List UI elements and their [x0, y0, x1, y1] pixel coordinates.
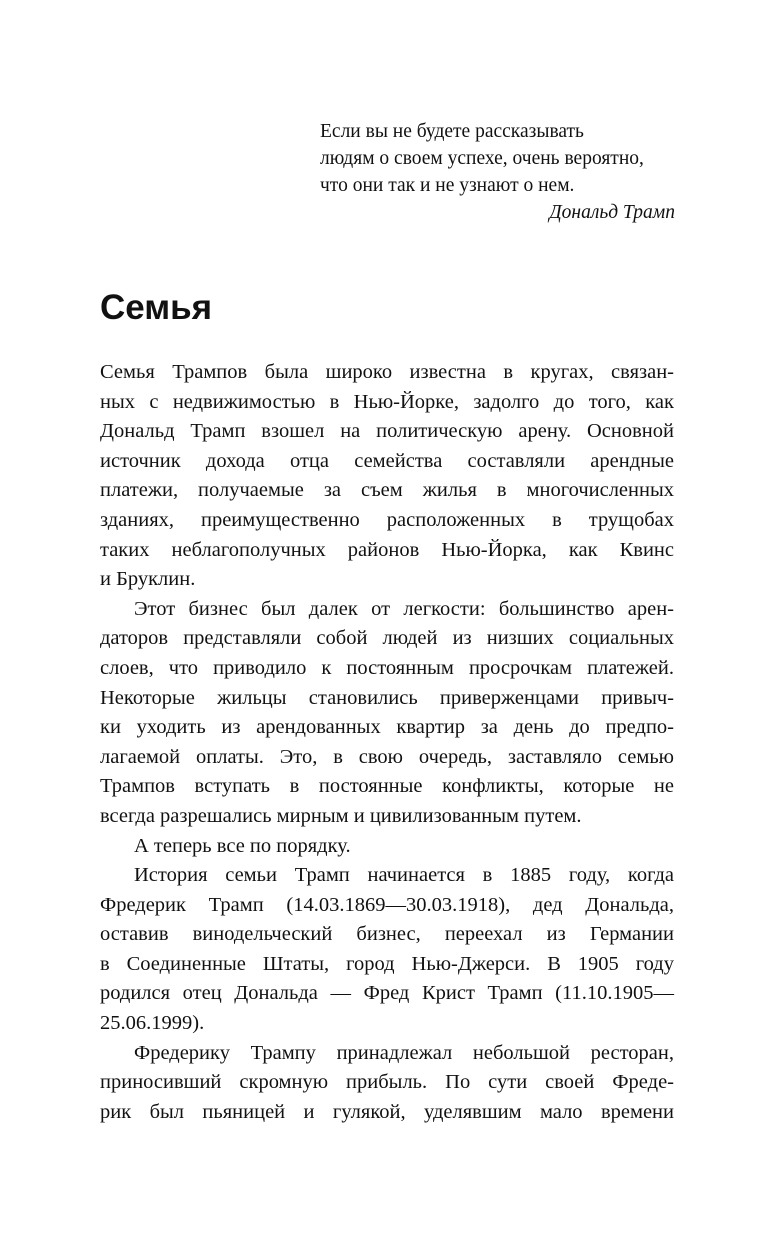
text-line: платежи, получаемые за съем жилья в многочисленных [100, 479, 674, 502]
text-line: всегда разрешались мирным и цивилизованным путем. [100, 804, 582, 827]
text-line: Этот бизнес был далек от легкости: большинство арен- [134, 597, 674, 620]
text-line: Фредерик Трамп (14.03.1869—30.03.1918), дед Дональда, [100, 893, 674, 916]
epigraph-line: людям о своем успехе, очень вероятно, [320, 148, 644, 169]
text-line: рик был пьяницей и гулякой, уделявшим мало времени [100, 1100, 674, 1123]
text-line: ных с недвижимостью в Нью-Йорке, задолго до того, как [100, 390, 674, 413]
text-line: в Соединенные Штаты, город Нью-Джерси. В 1905 году [100, 952, 674, 975]
text-line: и Бруклин. [100, 568, 196, 591]
text-line: Некоторые жильцы становились приверженцами привыч- [100, 686, 674, 709]
epigraph-line: что они так и не узнают о нем. [320, 175, 575, 196]
text-line: таких неблагополучных районов Нью-Йорка, как Квинс [100, 538, 674, 561]
chapter-title: Семья [100, 288, 213, 327]
epigraph-line: Если вы не будете рассказывать [320, 121, 584, 142]
text-line: Дональд Трамп взошел на политическую арену. Основной [100, 420, 674, 443]
text-line: 25.06.1999). [100, 1012, 205, 1035]
text-line: оставив винодельческий бизнес, переехал из Германии [100, 923, 674, 946]
text-line: приносивший скромную прибыль. По сути своей Фреде- [100, 1071, 674, 1094]
text-line: Трампов вступать в постоянные конфликты, которые не [100, 775, 674, 798]
body-text [100, 358, 674, 1127]
epigraph-author: Дональд Трамп [549, 202, 675, 223]
text-line: даторов представляли собой людей из низших социальных [100, 627, 674, 650]
text-line: Фредерику Трампу принадлежал небольшой ресторан, [134, 1041, 674, 1064]
text-line: А теперь все по порядку. [134, 834, 351, 857]
text-line: ки уходить из арендованных квартир за день до предпо- [100, 716, 674, 739]
text-line: источник дохода отца семейства составляли арендные [100, 449, 674, 472]
text-line: слоев, что приводило к постоянным просрочкам платежей. [100, 656, 674, 679]
epigraph [320, 118, 675, 226]
text-line: Семья Трампов была широко известна в кругах, связан- [100, 361, 674, 383]
text-line: История семьи Трамп начинается в 1885 году, когда [134, 864, 674, 887]
text-line: лагаемой оплаты. Это, в свою очередь, заставляло семью [100, 745, 674, 768]
text-line: зданиях, преимущественно расположенных в трущобах [100, 508, 674, 531]
text-line: родился отец Дональда — Фред Крист Трамп (11.10.1905— [100, 982, 674, 1005]
